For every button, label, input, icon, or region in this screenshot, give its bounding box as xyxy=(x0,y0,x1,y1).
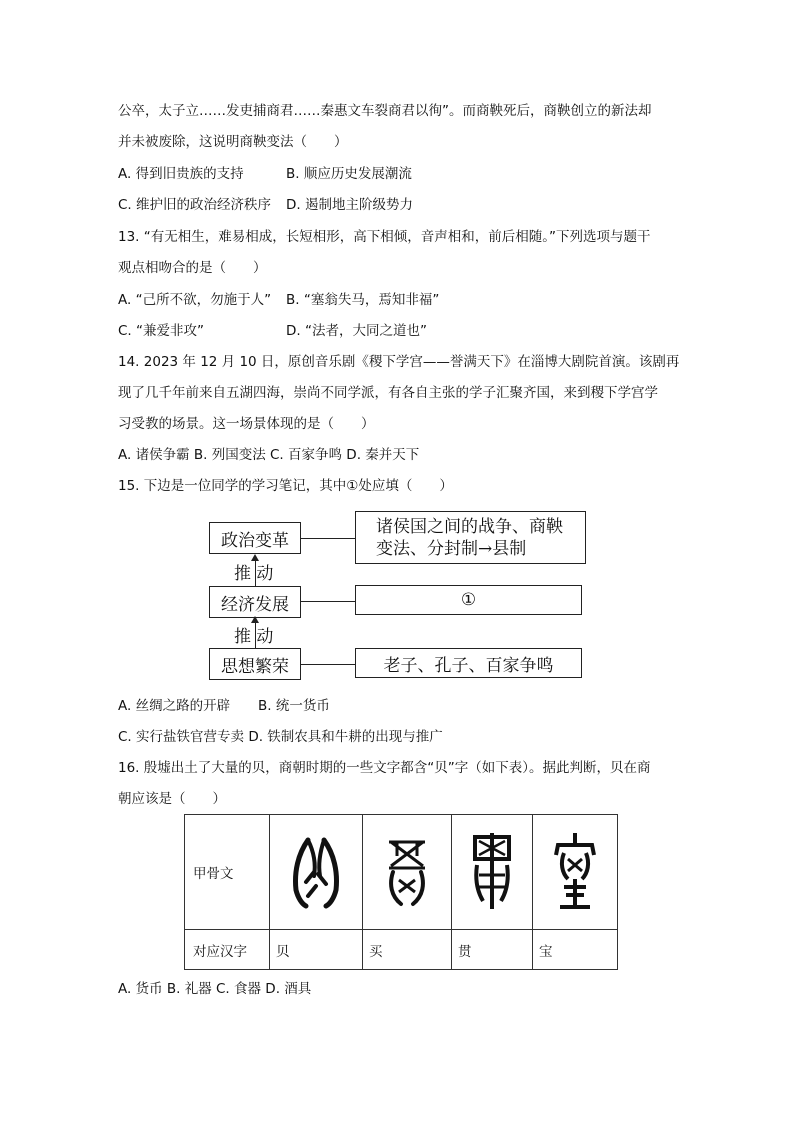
hanzi-cell: 贯 xyxy=(452,930,533,970)
box-thought-prosperity: 思想繁荣 xyxy=(209,648,301,680)
push-label-1: 推 动 xyxy=(234,564,274,584)
push-label-2: 推 动 xyxy=(234,627,274,647)
box-political-reform: 政治变革 xyxy=(209,522,301,554)
connector-1 xyxy=(301,538,356,539)
q13-option-a: A. “己所不欲，勿施于人” xyxy=(118,292,272,308)
connector-2 xyxy=(301,601,356,602)
q14-options: A. 诸侯争霸 B. 列国变法 C. 百家争鸣 D. 秦并天下 xyxy=(118,447,420,463)
q16-options: A. 货币 B. 礼器 C. 食器 D. 酒具 xyxy=(118,981,312,997)
box-economic-development: 经济发展 xyxy=(209,586,301,618)
connector-3 xyxy=(301,664,356,665)
q12-option-c: C. 维护旧的政治经济秩序 xyxy=(118,197,272,213)
q13-stem-line2: 观点相吻合的是（ ） xyxy=(118,260,267,276)
q14-stem-line3: 习受教的场景。这一场景体现的是（ ） xyxy=(118,416,375,432)
oracle-glyph-cell xyxy=(270,815,363,930)
hanzi-cell: 贝 xyxy=(270,930,363,970)
hanzi-header-cell: 对应汉字 xyxy=(185,930,270,970)
q16-stem-line2: 朝应该是（ ） xyxy=(118,791,226,807)
q12-option-a: A. 得到旧贵族的支持 xyxy=(118,166,244,182)
political-examples-line1: 诸侯国之间的战争、商鞅 xyxy=(376,517,563,537)
q12-stem-line1: 公卒，太子立……发吏捕商君……秦惠文车裂商君以徇”。而商鞅死后，商鞅创立的新法却 xyxy=(118,103,652,119)
q12-option-d: D. 遏制地主阶级势力 xyxy=(286,197,413,213)
q13-option-d: D. “法者，大同之道也” xyxy=(286,323,427,339)
box-thinkers: 老子、孔子、百家争鸣 xyxy=(355,648,582,678)
box-political-examples xyxy=(355,511,586,564)
oracle-header-cell: 甲骨文 xyxy=(185,815,270,930)
q15-option-b: B. 统一货币 xyxy=(258,698,330,714)
q12-option-b: B. 顺应历史发展潮流 xyxy=(286,166,412,182)
q14-stem-line1: 14. 2023 年 12 月 10 日，原创音乐剧《稷下学宫——誉满天下》在淄博大剧院首演。该剧再 xyxy=(118,354,680,370)
oracle-guan-icon xyxy=(452,829,532,915)
hanzi-cell: 宝 xyxy=(533,930,618,970)
oracle-glyph-cell xyxy=(363,815,452,930)
box-blank-1: ① xyxy=(355,585,582,615)
q15-option-a: A. 丝绸之路的开辟 xyxy=(118,698,231,714)
hanzi-row xyxy=(185,930,618,970)
oracle-glyph-cell xyxy=(452,815,533,930)
q16-stem-line1: 16. 殷墟出土了大量的贝，商朝时期的一些文字都含“贝”字（如下表）。据此判断，贝在商 xyxy=(118,760,651,776)
q15-option-c: C. 实行盐铁官营专卖 xyxy=(118,729,245,745)
q13-stem-line1: 13. “有无相生，难易相成，长短相形，高下相倾，音声相和，前后相随。”下列选项与题干 xyxy=(118,229,651,245)
q12-stem-line2: 并未被废除，这说明商鞅变法（ ） xyxy=(118,134,348,150)
political-examples-line2: 变法、分封制→县制 xyxy=(376,539,527,559)
q15-stem: 15. 下边是一位同学的学习笔记，其中①处应填（ ） xyxy=(118,478,453,494)
q13-option-c: C. “兼爱非攻” xyxy=(118,323,204,339)
hanzi-cell: 买 xyxy=(363,930,452,970)
oracle-glyph-cell xyxy=(533,815,618,930)
oracle-bone-table xyxy=(184,814,618,970)
oracle-mai-icon xyxy=(363,832,451,912)
oracle-bao-icon xyxy=(533,829,617,915)
q14-stem-line2: 现了几千年前来自五湖四海，崇尚不同学派，有各自主张的学子汇聚齐国，来到稷下学宫学 xyxy=(118,385,658,401)
q15-option-d: D. 铁制农具和牛耕的出现与推广 xyxy=(248,729,443,745)
oracle-row xyxy=(185,815,618,930)
q15-options-cd xyxy=(118,727,443,747)
q13-option-b: B. “塞翁失马，焉知非福” xyxy=(286,292,440,308)
oracle-bei-icon xyxy=(270,832,362,912)
